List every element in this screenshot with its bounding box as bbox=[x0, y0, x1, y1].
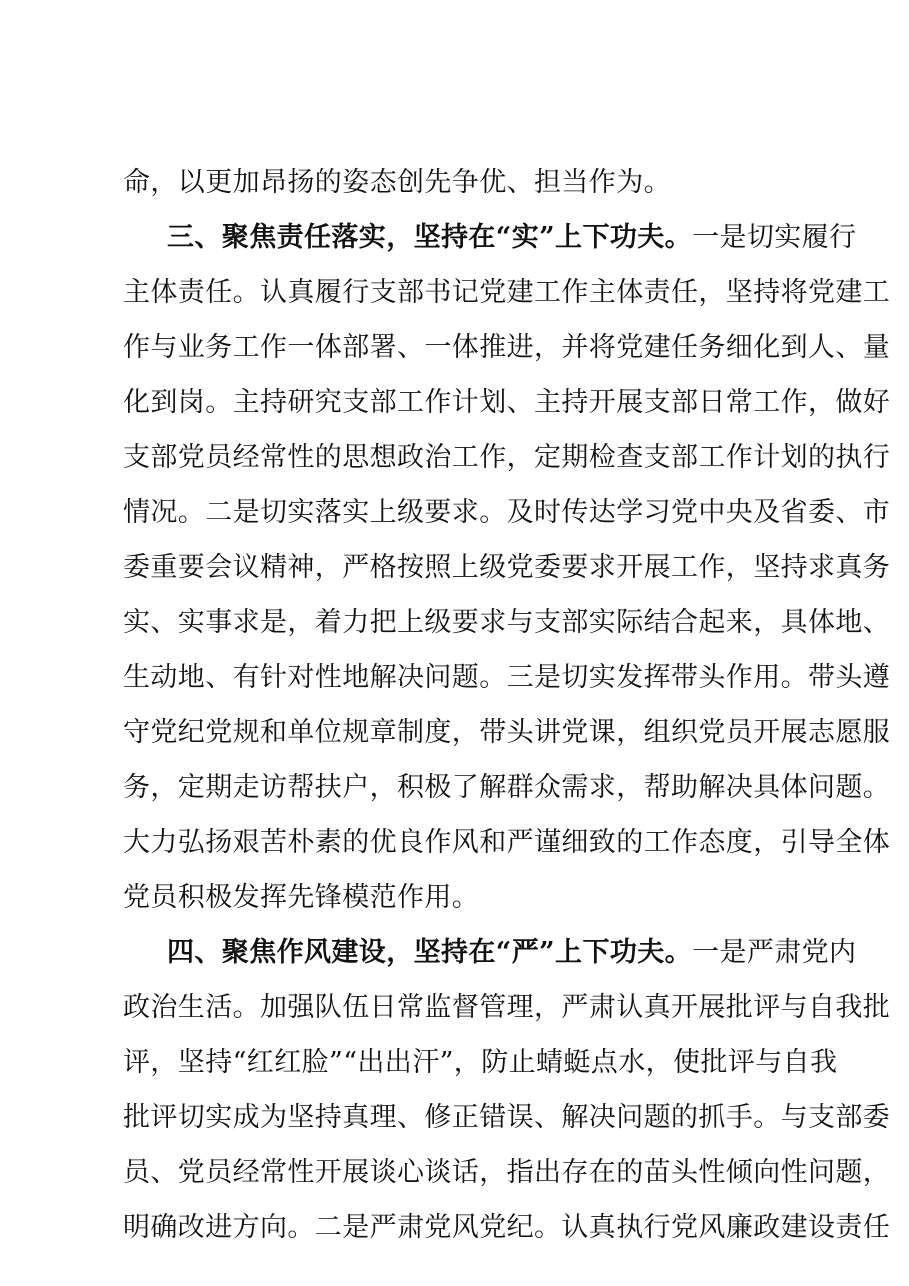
text-line bbox=[123, 1098, 891, 1138]
text-line bbox=[123, 1043, 838, 1083]
line-text: 化到岗。主持研究支部工作计划、主持开展支部日常工作，做好 bbox=[123, 387, 891, 418]
text-line bbox=[123, 713, 891, 753]
text-line bbox=[123, 988, 891, 1028]
text-line bbox=[123, 273, 891, 313]
line-text: 评，坚持“红红脸”“出出汗”，防止蜻蜓点水，使批评与自我 bbox=[123, 1047, 838, 1078]
text-line bbox=[123, 163, 803, 203]
line-text: 一是严肃党内 bbox=[692, 937, 857, 968]
line-text: 实、实事求是，着力把上级要求与支部实际结合起来，具体地、 bbox=[123, 607, 891, 638]
line-text: 政治生活。加强队伍日常监督管理，严肃认真开展批评与自我批 bbox=[123, 992, 891, 1023]
section-heading-line bbox=[167, 218, 857, 258]
line-text: 务，定期走访帮扶户，积极了解群众需求，帮助解决具体问题。 bbox=[123, 772, 891, 803]
text-line bbox=[123, 658, 891, 698]
line-text: 情况。二是切实落实上级要求。及时传达学习党中央及省委、市 bbox=[123, 497, 891, 528]
line-text: 生动地、有针对性地解决问题。三是切实发挥带头作用。带头遵 bbox=[123, 662, 891, 693]
line-text: 主体责任。认真履行支部书记党建工作主体责任，坚持将党建工 bbox=[123, 277, 891, 308]
line-text: 一是切实履行 bbox=[692, 222, 857, 253]
section-heading-4: 四、聚焦作风建设，坚持在“严”上下功夫。 bbox=[167, 937, 693, 968]
line-text: 党员积极发挥先锋模范作用。 bbox=[123, 882, 480, 913]
line-text: 委重要会议精神，严格按照上级党委要求开展工作，坚持求真务 bbox=[123, 552, 891, 583]
text-line bbox=[123, 383, 891, 423]
text-line bbox=[123, 878, 803, 918]
text-line bbox=[123, 603, 891, 643]
text-line bbox=[123, 438, 891, 478]
line-text: 明确改进方向。二是严肃党风党纪。认真执行党风廉政建设责任 bbox=[123, 1212, 891, 1243]
text-line bbox=[123, 768, 891, 808]
section-heading-3: 三、聚焦责任落实，坚持在“实”上下功夫。 bbox=[167, 222, 693, 253]
line-text: 支部党员经常性的思想政治工作，定期检查支部工作计划的执行 bbox=[123, 442, 891, 473]
section-heading-line bbox=[167, 933, 857, 973]
text-line bbox=[123, 823, 891, 863]
line-text: 大力弘扬艰苦朴素的优良作风和严谨细致的工作态度，引导全体 bbox=[123, 827, 891, 858]
line-text: 作与业务工作一体部署、一体推进，并将党建任务细化到人、量 bbox=[123, 332, 891, 363]
line-text: 命，以更加昂扬的姿态创先争优、担当作为。 bbox=[123, 167, 671, 198]
text-line bbox=[123, 493, 891, 533]
line-text: 员、党员经常性开展谈心谈话，指出存在的苗头性倾向性问题， bbox=[123, 1157, 891, 1188]
text-line bbox=[123, 1153, 891, 1193]
text-line bbox=[123, 328, 891, 368]
text-line bbox=[123, 548, 891, 588]
line-text: 批评切实成为坚持真理、修正错误、解决问题的抓手。与支部委 bbox=[123, 1102, 891, 1133]
text-line bbox=[123, 1208, 891, 1248]
line-text: 守党纪党规和单位规章制度，带头讲党课，组织党员开展志愿服 bbox=[123, 717, 891, 748]
